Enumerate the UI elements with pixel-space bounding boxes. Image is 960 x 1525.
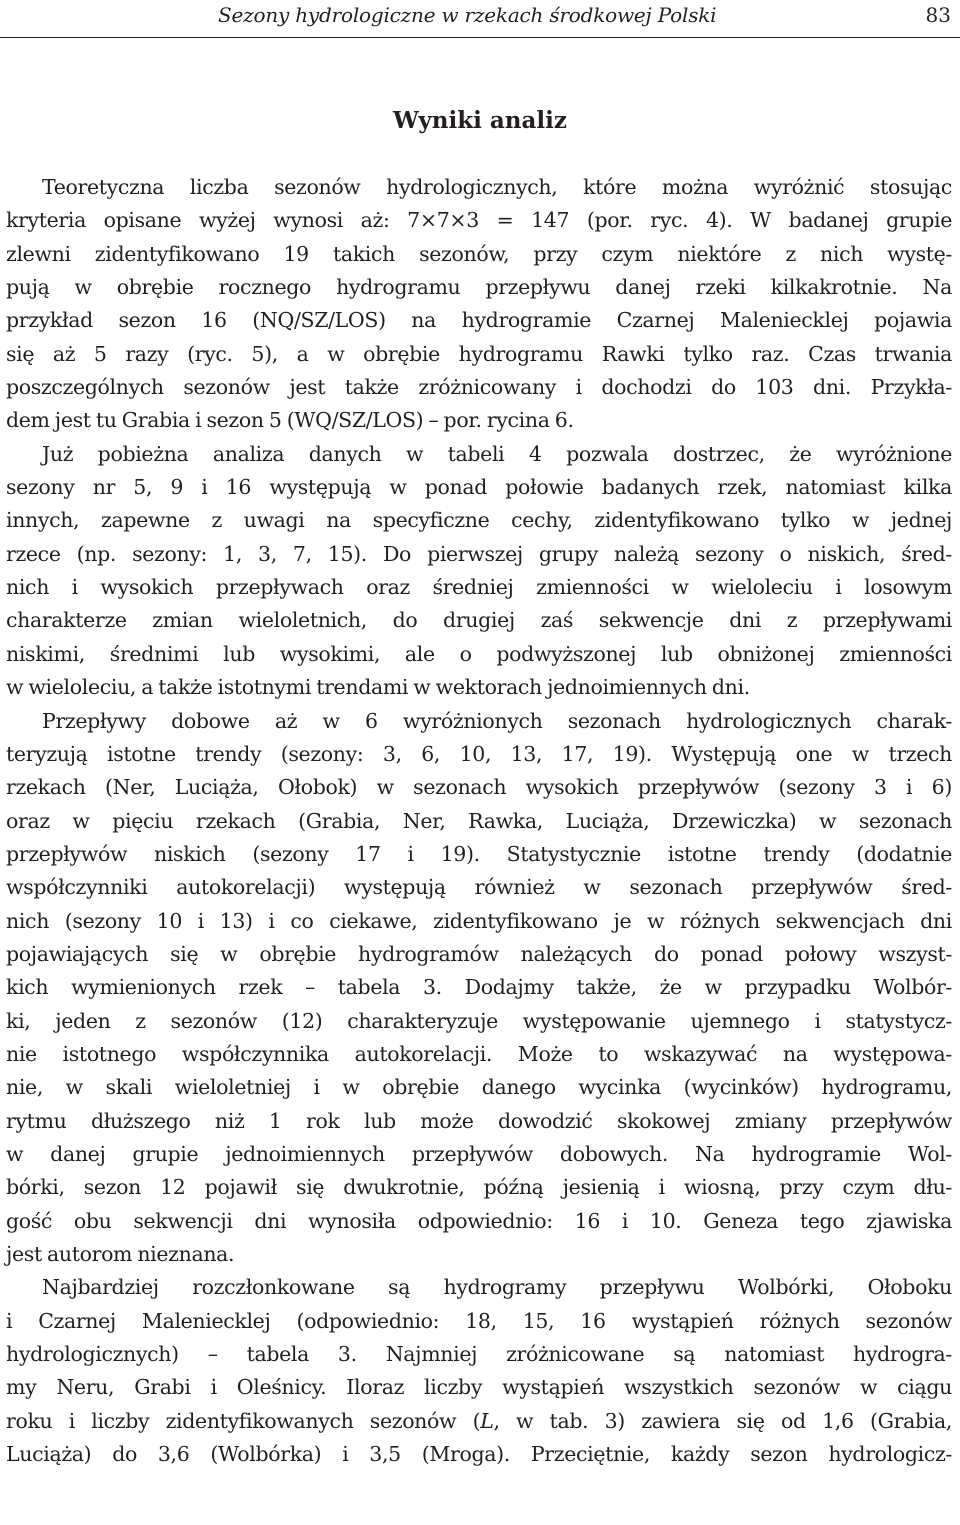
paragraph (6, 705, 952, 1272)
text-line: hydrologicznych) – tabela 3. Najmniej zróżnicowane są natomiast hydrogra- (6, 1342, 952, 1367)
text-line: charakterze zmian wieloletnich, do drugiej zaś sekwencje dni z przepływami (6, 608, 952, 633)
text-line: przepływów niskich (sezony 17 i 19). Statystycznie istotne trendy (dodatnie (6, 841, 952, 866)
text-line: rytmu dłuższego niż 1 rok lub może dowodzić skokowej zmiany przepływów (6, 1108, 952, 1133)
text-line: niskimi, średnimi lub wysokimi, ale o podwyższonej lub obniżonej zmienności (6, 641, 952, 666)
text-line: nich i wysokich przepływach oraz średniej zmienności w wieloleciu i losowym (6, 575, 952, 600)
italic-symbol: L (480, 1408, 494, 1433)
text-line: pują w obrębie rocznego hydrogramu przepływu danej rzeki kilkakrotnie. Na (6, 275, 952, 300)
text-line: Przepływy dobowe aż w 6 wyróżnionych sezonach hydrologicznych charak- (42, 708, 952, 733)
text-line: my Neru, Grabi i Oleśnicy. Iloraz liczby wystąpień wszystkich sezonów w ciągu (6, 1375, 952, 1400)
section-heading: Wyniki analiz (393, 107, 567, 134)
text-line: rzece (np. sezony: 1, 3, 7, 15). Do pierwszej grupy należą sezony o niskich, śred- (6, 541, 952, 566)
text-line: teryzują istotne trendy (sezony: 3, 6, 10, 13, 17, 19). Występują one w trzech (6, 741, 952, 766)
text-line: nie, w skali wieloletniej i w obrębie danego wycinka (wycinków) hydrogramu, (6, 1075, 952, 1100)
text-line: i Czarnej Maleniecklej (odpowiednio: 18, 15, 16 wystąpień różnych sezonów (6, 1308, 952, 1333)
text-line: pojawiających się w obrębie hydrogramów należących do ponad połowy wszyst- (6, 941, 952, 966)
text-line: oraz w pięciu rzekach (Grabia, Ner, Rawka, Luciąża, Drzewiczka) w sezonach (6, 808, 952, 833)
text-line: kryteria opisane wyżej wynosi aż: 7×7×3 = 147 (por. ryc. 4). W badanej grupie (6, 208, 952, 233)
text-line: poszczególnych sezonów jest także zróżnicowany i dochodzi do 103 dni. Przykła- (6, 375, 952, 400)
text-line: jest autorom nieznana. (6, 1242, 235, 1266)
text-line: sezony nr 5, 9 i 16 występują w ponad połowie badanych rzek, natomiast kilka (6, 475, 952, 500)
line-fragment: , w tab. 3) zawiera się od 1,6 (Grabia, (493, 1408, 952, 1433)
text-line: rzekach (Ner, Luciąża, Ołobok) w sezonach wysokich przepływów (sezony 3 i 6) (6, 775, 952, 800)
paragraph (6, 1271, 952, 1471)
text-line: gość obu sekwencji dni wynosiła odpowiednio: 16 i 10. Geneza tego zjawiska (6, 1208, 952, 1233)
text-line (6, 1405, 952, 1438)
text-line: kich wymienionych rzek – tabela 3. Dodajmy także, że w przypadku Wolbór- (6, 975, 952, 1000)
running-title: Sezony hydrologiczne w rzekach środkowej Polski (218, 3, 717, 27)
text-line: Teoretyczna liczba sezonów hydrologicznych, które można wyróżnić stosując (42, 175, 952, 199)
text-line: ki, jeden z sezonów (12) charakteryzuje występowanie ujemnego i statystycz- (6, 1008, 952, 1033)
text-line: w danej grupie jednoimiennych przepływów dobowych. Na hydrogramie Wol- (6, 1141, 952, 1166)
paragraph (6, 171, 952, 438)
text-line: przykład sezon 16 (NQ/SZ/LOS) na hydrogramie Czarnej Maleniecklej pojawia (6, 308, 952, 333)
text-line: Luciąża) do 3,6 (Wolbórka) i 3,5 (Mroga). Przeciętnie, każdy sezon hydrologicz- (6, 1442, 952, 1467)
running-header (0, 0, 960, 38)
text-line: współczynniki autokorelacji) występują również w sezonach przepływów śred- (6, 875, 952, 900)
text-line: bórki, sezon 12 pojawił się dwukrotnie, późną jesienią i wiosną, przy czym dłu- (6, 1175, 952, 1200)
page-number: 83 (925, 3, 951, 27)
text-line: w wieloleciu, a także istotnymi trendami w wektorach jednoimiennych dni. (6, 675, 750, 700)
text-line: dem jest tu Grabia i sezon 5 (WQ/SZ/LOS) – por. rycina 6. (6, 408, 574, 433)
paragraph (6, 438, 952, 705)
text-line: zlewni zidentyfikowano 19 takich sezonów, przy czym niektóre z nich wystę- (6, 241, 952, 266)
text-line: Najbardziej rozczłonkowane są hydrogramy przepływu Wolbórki, Ołoboku (42, 1275, 952, 1300)
text-line: się aż 5 razy (ryc. 5), a w obrębie hydrogramu Rawki tylko raz. Czas trwania (6, 341, 952, 366)
text-line: nich (sezony 10 i 13) i co ciekawe, zidentyfikowano je w różnych sekwencjach dni (6, 908, 952, 933)
text-line: nie istotnego współczynnika autokorelacji. Może to wskazywać na występowa- (6, 1041, 952, 1066)
text-line: Już pobieżna analiza danych w tabeli 4 pozwala dostrzec, że wyróżnione (42, 441, 952, 466)
line-fragment: roku i liczby zidentyfikowanych sezonów ( (6, 1408, 481, 1433)
text-line: innych, zapewne z uwagi na specyficzne cechy, zidentyfikowano tylko w jednej (6, 508, 952, 533)
body-text (6, 171, 952, 1471)
